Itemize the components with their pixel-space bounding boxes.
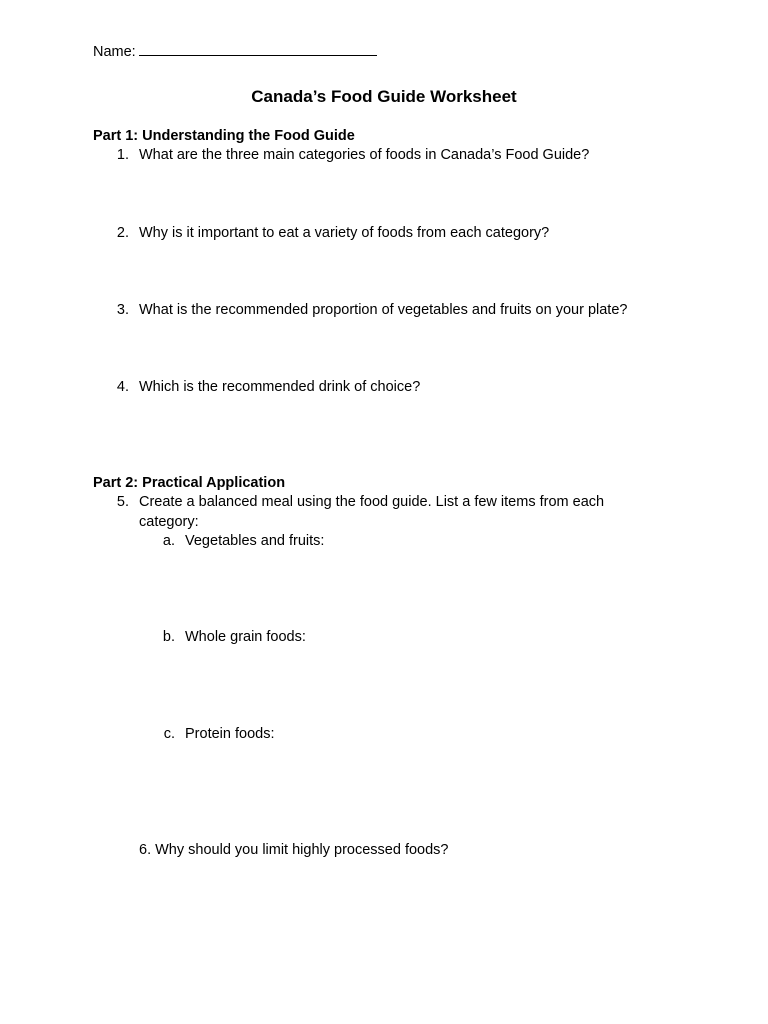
- question-text: Which is the recommended drink of choice?: [139, 379, 421, 395]
- page-title: Canada’s Food Guide Worksheet: [251, 87, 517, 106]
- question-number: 3.: [116, 302, 129, 318]
- question-number: 2.: [116, 225, 129, 241]
- subitem-letter: c.: [163, 726, 175, 742]
- question-text: Why is it important to eat a variety of foods from each category?: [139, 225, 550, 241]
- question-6: 6. Why should you limit highly processed foods?: [139, 842, 449, 858]
- part1-heading: Part 1: Understanding the Food Guide: [93, 128, 355, 144]
- subitem-text: Whole grain foods:: [185, 629, 306, 645]
- part2-heading: Part 2: Practical Application: [93, 475, 286, 491]
- question-text-line-1: Create a balanced meal using the food guide. List a few items from each: [139, 494, 605, 510]
- question-text-line-2: category:: [139, 514, 199, 530]
- subitem-letter: b.: [162, 629, 175, 645]
- question-number: 4.: [116, 379, 129, 395]
- subitem-text: Protein foods:: [185, 726, 275, 742]
- question-number: 5.: [116, 494, 129, 510]
- subitem-text: Vegetables and fruits:: [185, 533, 325, 549]
- question-text: What is the recommended proportion of vegetables and fruits on your plate?: [139, 302, 628, 318]
- subitem-letter: a.: [162, 533, 175, 549]
- question-text: What are the three main categories of foods in Canada’s Food Guide?: [139, 147, 590, 163]
- name-field[interactable]: [93, 43, 377, 61]
- name-label: Name:: [93, 44, 136, 60]
- question-number: 1.: [116, 147, 129, 163]
- name-underline[interactable]: [139, 43, 377, 56]
